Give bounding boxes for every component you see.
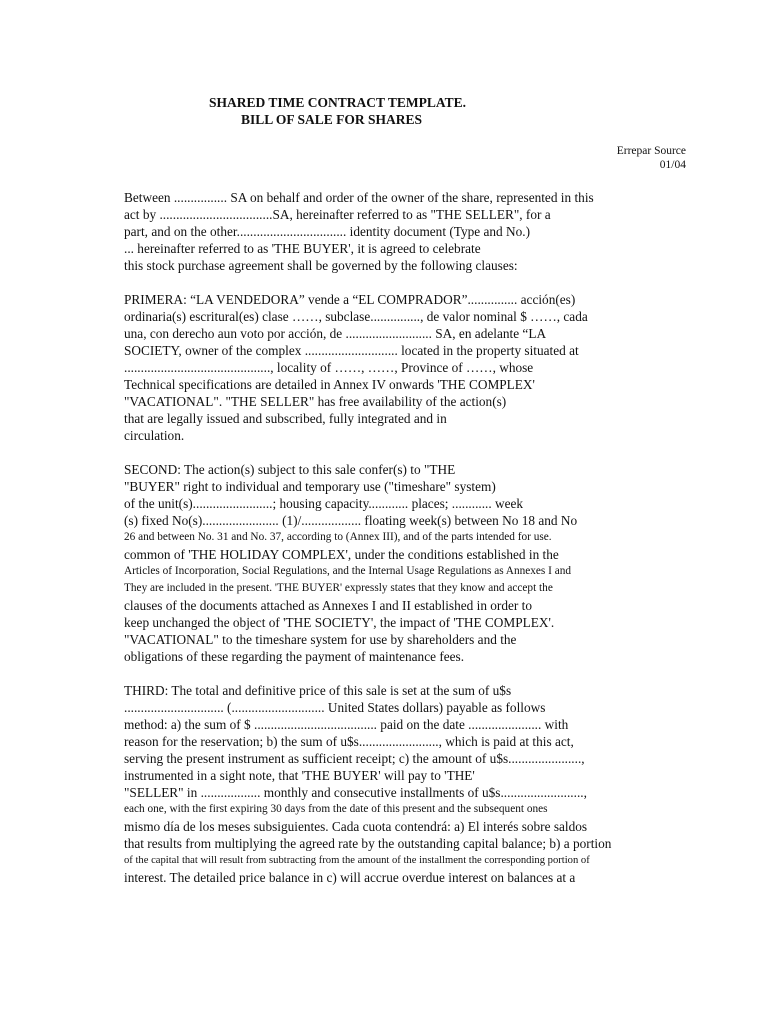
text-line: "VACATIONAL". "THE SELLER" has free availability of the action(s)	[124, 394, 507, 409]
text-line: "VACATIONAL" to the timeshare system for use by shareholders and the	[124, 632, 517, 647]
intro-paragraph	[124, 189, 724, 274]
text-line: PRIMERA: “LA VENDEDORA” vende a “EL COMPRADOR”............... acción(es)	[124, 292, 576, 307]
text-line: common of 'THE HOLIDAY COMPLEX', under the conditions established in the	[124, 547, 559, 562]
text-line: this stock purchase agreement shall be governed by the following clauses:	[124, 258, 518, 273]
text-line: part, and on the other................................. identity document (Type and No.)	[124, 224, 531, 239]
document-body	[124, 189, 724, 886]
text-line: instrumented in a sight note, that 'THE BUYER' will pay to 'THE'	[124, 768, 475, 783]
clause-third	[124, 682, 724, 886]
text-line: SECOND: The action(s) subject to this sale confer(s) to "THE	[124, 462, 456, 477]
text-line: ............................................, locality of ……, ……, Province of ……, whose	[124, 360, 534, 375]
text-line: 26 and between No. 31 and No. 37, according to (Annex III), and of the parts intended for use.	[124, 531, 552, 543]
source-name: Errepar Source	[616, 145, 686, 157]
document-title: SHARED TIME CONTRACT TEMPLATE.	[209, 95, 467, 110]
text-line: SOCIETY, owner of the complex ............................ located in the property situated at	[124, 343, 579, 358]
text-line: ordinaria(s) escritural(es) clase ……, subclase..............., de valor nominal $ ……, cada	[124, 309, 588, 324]
text-line: method: a) the sum of $ ..................................... paid on the date ...................... with	[124, 717, 569, 732]
text-line: Technical specifications are detailed in Annex IV onwards 'THE COMPLEX'	[124, 377, 535, 392]
clause-primera	[124, 291, 724, 444]
text-line: serving the present instrument as sufficient receipt; c) the amount of u$s......................,	[124, 751, 585, 766]
paragraph-spacer	[124, 274, 724, 291]
text-line: clauses of the documents attached as Annexes I and II established in order to	[124, 598, 533, 613]
text-line: Between ................ SA on behalf and order of the owner of the share, represented in this	[124, 190, 594, 205]
text-line: that are legally issued and subscribed, fully integrated and in	[124, 411, 447, 426]
text-line: mismo día de los meses subsiguientes. Cada cuota contendrá: a) El interés sobre saldos	[124, 819, 588, 834]
text-line: (s) fixed No(s)....................... (1)/.................. floating week(s) between No 18 and No	[124, 513, 578, 528]
text-line: ... hereinafter referred to as 'THE BUYER', it is agreed to celebrate	[124, 241, 481, 256]
paragraph-spacer	[124, 444, 724, 461]
text-line: keep unchanged the object of 'THE SOCIETY', the impact of 'THE COMPLEX'.	[124, 615, 555, 630]
text-line: obligations of these regarding the payment of maintenance fees.	[124, 649, 465, 664]
text-line: "SELLER" in .................. monthly and consecutive installments of u$s.........................,	[124, 785, 587, 800]
text-line: of the unit(s)........................; housing capacity............ places; ............ week	[124, 496, 524, 511]
paragraph-spacer	[124, 665, 724, 682]
text-line: circulation.	[124, 428, 185, 443]
text-line: THIRD: The total and definitive price of this sale is set at the sum of u$s	[124, 683, 512, 698]
text-line: .............................. (............................ United States dollars) payable as follows	[124, 700, 546, 715]
text-line: of the capital that will result from subtracting from the amount of the installment the corresponding portion of	[124, 855, 590, 866]
text-line: interest. The detailed price balance in c) will accrue overdue interest on balances at a	[124, 870, 576, 885]
text-line: They are included in the present. 'THE BUYER' expressly states that they know and accept the	[124, 582, 553, 594]
text-line: that results from multiplying the agreed rate by the outstanding capital balance; b) a portion	[124, 836, 612, 851]
document-subtitle: BILL OF SALE FOR SHARES	[241, 112, 423, 127]
source-block	[617, 145, 686, 172]
text-line: una, con derecho aun voto por acción, de .......................... SA, en adelante “LA	[124, 326, 547, 341]
text-line: reason for the reservation; b) the sum of u$s........................, which is paid at this act,	[124, 734, 574, 749]
text-line: act by ..................................SA, hereinafter referred to as "THE SELLER", for a	[124, 207, 551, 222]
text-line: "BUYER" right to individual and temporary use ("timeshare" system)	[124, 479, 496, 494]
text-line: Articles of Incorporation, Social Regulations, and the Internal Usage Regulations as Annexes I and	[124, 565, 572, 577]
text-line: each one, with the first expiring 30 days from the date of this present and the subsequent ones	[124, 803, 548, 815]
source-date: 01/04	[659, 158, 686, 171]
clause-second	[124, 461, 724, 665]
